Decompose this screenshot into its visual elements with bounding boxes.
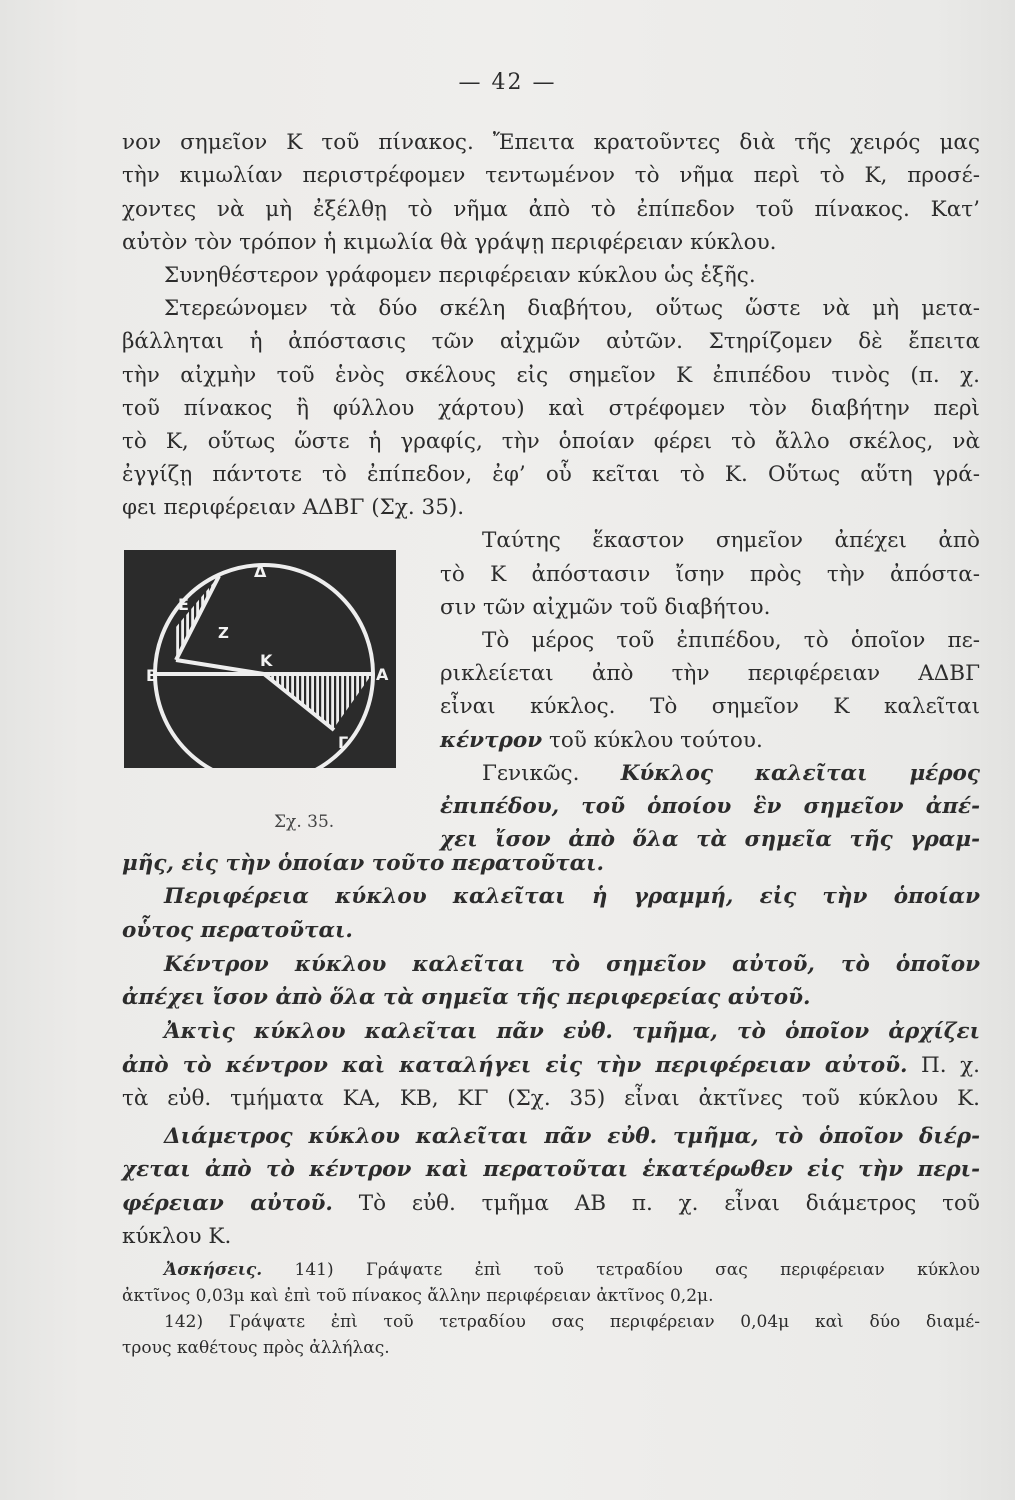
definition-line: ἐπιπέδου, τοῦ ὁποίου ἓν σημεῖον ἀπέ- — [440, 794, 980, 819]
text-line: νον σημεῖον Κ τοῦ πίνακος. Ἔπειτα κρατοῦντες διὰ τῆς χειρός μας — [122, 130, 980, 155]
text-line: τὸ Κ, οὕτως ὥστε ἡ γραφίς, τὴν ὁποίαν φέρει τὸ ἄλλο σκέλος, νὰ — [122, 429, 980, 454]
text-run: Π. χ. — [907, 1053, 980, 1078]
text-line — [122, 1187, 980, 1220]
label-A: Α — [376, 665, 389, 684]
text-run: Γενικῶς. — [482, 761, 621, 786]
text-line: ἐγγίζῃ πάντοτε τὸ ἐπίπεδον, ἐφ’ οὗ κεῖται τὸ Κ. Οὕτως αὕτη γρά- — [122, 462, 980, 487]
definition-line: ἀπέχει ἴσον ἀπὸ ὅλα τὰ σημεῖα τῆς περιφερείας αὐτοῦ. — [122, 985, 811, 1010]
label-Z: Ζ — [218, 624, 229, 642]
text-line: εἶναι κύκλος. Τὸ σημεῖον Κ καλεῖται — [440, 694, 980, 719]
text-line: φει περιφέρειαν ΑΔΒΓ (Σχ. 35). — [122, 495, 465, 520]
definition-text: ἀπὸ τὸ κέντρον καὶ καταλήγει εἰς τὴν περιφέρειαν αὐτοῦ. — [122, 1053, 908, 1078]
definition-line: Περιφέρεια κύκλου καλεῖται ἡ γραμμή, εἰς τὴν ὁποίαν — [164, 884, 980, 909]
definition-line: χεται ἀπὸ τὸ κέντρον καὶ περατοῦται ἑκατέρωθεν εἰς τὴν περι- — [122, 1157, 980, 1182]
exercise-line — [122, 1258, 980, 1282]
text-line: τὰ εὐθ. τμήματα ΚΑ, ΚΒ, ΚΓ (Σχ. 35) εἶναι ἀκτῖνες τοῦ κύκλου Κ. — [122, 1086, 980, 1111]
text-run: 141) Γράψατε ἐπὶ τοῦ τετραδίου σας περιφέρειαν κύκλου — [262, 1260, 980, 1280]
term-kentron: κέντρον — [440, 728, 543, 753]
label-E: Ε — [178, 595, 189, 614]
text-line: Ταύτης ἕκαστον σημεῖον ἀπέχει ἀπὸ — [482, 528, 980, 553]
page-number: — 42 — — [458, 70, 557, 95]
exercise-line: 142) Γράψατε ἐπὶ τοῦ τετραδίου σας περιφέρειαν 0,04μ καὶ δύο διαμέ- — [164, 1312, 980, 1332]
text-line: κύκλου Κ. — [122, 1224, 232, 1249]
definition-line: Διάμετρος κύκλου καλεῖται πᾶν εὐθ. τμῆμα, τὸ ὁποῖον διέρ- — [164, 1124, 980, 1149]
text-line: τὴν αἰχμὴν τοῦ ἑνὸς σκέλους εἰς σημεῖον Κ ἐπιπέδου τινὸς (π. χ. — [122, 363, 980, 388]
text-line: αὐτὸν τὸν τρόπον ἡ κιμωλία θὰ γράψῃ περιφέρειαν κύκλου. — [122, 230, 777, 255]
definition-line: μῆς, εἰς τὴν ὁποίαν τοῦτο περατοῦται. — [122, 851, 605, 876]
exercise-line: ἀκτῖνος 0,03μ καὶ ἐπὶ τοῦ πίνακος ἄλλην περιφέρειαν ἀκτῖνος 0,2μ. — [122, 1286, 714, 1306]
text-line: ρικλείεται ἀπὸ τὴν περιφέρειαν ΑΔΒΓ — [440, 661, 980, 686]
label-K: Κ — [260, 651, 273, 670]
definition-line: Ἀκτὶς κύκλου καλεῖται πᾶν εὐθ. τμῆμα, τὸ ὁποῖον ἀρχίζει — [164, 1019, 980, 1044]
exercises-heading: Ἀσκήσεις. — [164, 1260, 263, 1280]
text-line: τὴν κιμωλίαν περιστρέφομεν τεντωμένον τὸ νῆμα περὶ τὸ Κ, προσέ- — [122, 163, 980, 188]
definition-text: φέρειαν αὐτοῦ. — [122, 1191, 333, 1216]
text-run: τοῦ κύκλου τούτου. — [542, 728, 763, 753]
figure-caption: Σχ. 35. — [274, 812, 335, 832]
text-line: τοῦ πίνακος ἢ φύλλου χάρτου) καὶ στρέφομεν τὸν διαβήτην περὶ — [122, 396, 980, 421]
text-line: χοντες νὰ μὴ ἐξέλθῃ τὸ νῆμα ἀπὸ τὸ ἐπίπεδον τοῦ πίνακος. Κατ’ — [122, 197, 980, 222]
text-run: Τὸ εὐθ. τμῆμα ΑΒ π. χ. εἶναι διάμετρος τοῦ — [332, 1191, 980, 1216]
text-line: τὸ Κ ἀπόστασιν ἴσην πρὸς τὴν ἀπόστα- — [440, 562, 980, 587]
definition-text: Κύκλος καλεῖται μέρος — [620, 761, 980, 786]
definition-line: οὗτος περατοῦται. — [122, 918, 353, 943]
exercise-line: τρους καθέτους πρὸς ἀλλήλας. — [122, 1338, 390, 1358]
definition-line: Κέντρον κύκλου καλεῖται τὸ σημεῖον αὐτοῦ, τὸ ὁποῖον — [164, 952, 980, 977]
definition-line: χει ἴσον ἀπὸ ὅλα τὰ σημεῖα τῆς γραμ- — [440, 827, 980, 852]
text-line — [122, 1049, 980, 1082]
label-D: Δ — [254, 562, 267, 581]
label-G: Γ — [338, 733, 349, 752]
text-line: σιν τῶν αἰχμῶν τοῦ διαβήτου. — [440, 595, 771, 620]
text-line: Τὸ μέρος τοῦ ἐπιπέδου, τὸ ὁποῖον πε- — [482, 628, 980, 653]
text-line — [440, 757, 980, 790]
text-line: βάλληται ἡ ἀπόστασις τῶν αἰχμῶν αὐτῶν. Στηρίζομεν δὲ ἔπειτα — [122, 329, 980, 354]
text-line: Στερεώνομεν τὰ δύο σκέλη διαβήτου, οὕτως ὥστε νὰ μὴ μετα- — [164, 296, 980, 321]
text-line — [440, 724, 980, 757]
label-B: Β — [146, 666, 159, 685]
figure-35 — [124, 550, 396, 768]
text-line: Συνηθέστερον γράφομεν περιφέρειαν κύκλου ὡς ἑξῆς. — [164, 263, 756, 288]
